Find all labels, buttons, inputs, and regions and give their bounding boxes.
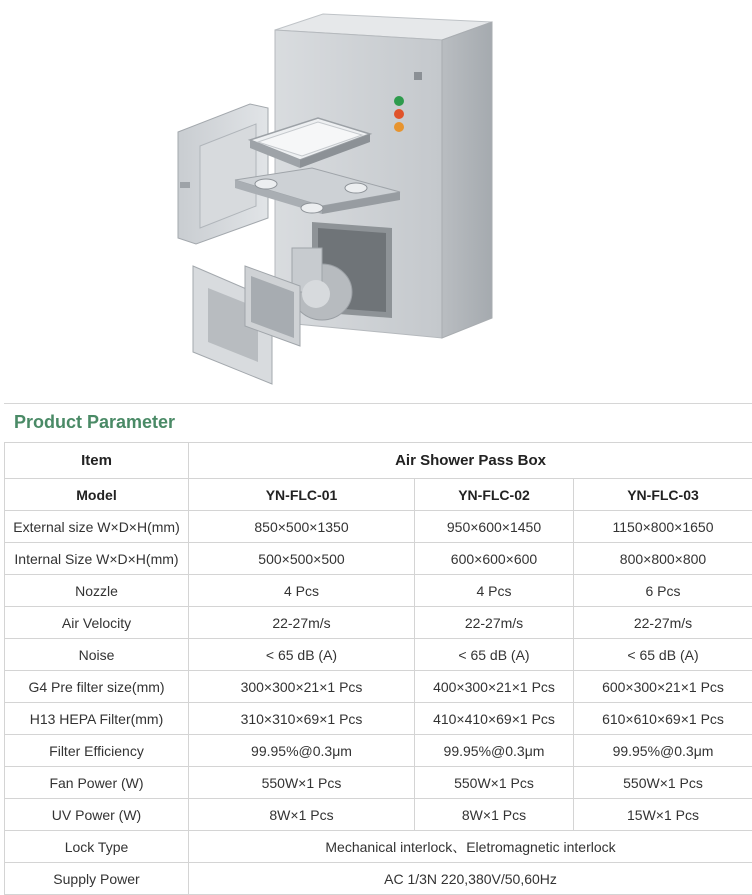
- orange-light-icon: [394, 122, 404, 132]
- row-label: Lock Type: [5, 831, 189, 863]
- row-value: 15W×1 Pcs: [574, 799, 752, 831]
- product-parameter-table: [4, 442, 752, 895]
- row-value: 550W×1 Pcs: [189, 767, 415, 799]
- table-row: [5, 735, 752, 767]
- table-row: [5, 767, 752, 799]
- row-value: < 65 dB (A): [574, 639, 752, 671]
- row-value: 22-27m/s: [415, 607, 574, 639]
- table-row: [5, 703, 752, 735]
- model-cell: YN-FLC-03: [574, 479, 752, 511]
- row-label: External size W×D×H(mm): [5, 511, 189, 543]
- air-shower-pass-box-illustration: [0, 0, 752, 400]
- red-light-icon: [394, 109, 404, 119]
- row-value: 600×600×600: [415, 543, 574, 575]
- model-label: Model: [5, 479, 189, 511]
- row-value: 1150×800×1650: [574, 511, 752, 543]
- green-light-icon: [394, 96, 404, 106]
- row-value: 400×300×21×1 Pcs: [415, 671, 574, 703]
- table-row: [5, 639, 752, 671]
- row-label: Supply Power: [5, 863, 189, 895]
- row-value: 8W×1 Pcs: [415, 799, 574, 831]
- row-value: Mechanical interlock、Eletromagnetic interlock: [189, 831, 752, 863]
- row-value: 610×610×69×1 Pcs: [574, 703, 752, 735]
- row-value: 99.95%@0.3μm: [415, 735, 574, 767]
- row-label: Air Velocity: [5, 607, 189, 639]
- row-value: 4 Pcs: [415, 575, 574, 607]
- section-divider: [4, 403, 752, 404]
- row-value: 850×500×1350: [189, 511, 415, 543]
- row-value: 310×310×69×1 Pcs: [189, 703, 415, 735]
- product-header: Air Shower Pass Box: [189, 443, 752, 479]
- table-row: [5, 575, 752, 607]
- item-header: Item: [5, 443, 189, 479]
- row-label: G4 Pre filter size(mm): [5, 671, 189, 703]
- row-value: 950×600×1450: [415, 511, 574, 543]
- row-value: 6 Pcs: [574, 575, 752, 607]
- row-label: Nozzle: [5, 575, 189, 607]
- row-value: 99.95%@0.3μm: [574, 735, 752, 767]
- row-value: 600×300×21×1 Pcs: [574, 671, 752, 703]
- row-value: 8W×1 Pcs: [189, 799, 415, 831]
- table-row: [5, 671, 752, 703]
- row-value: 500×500×500: [189, 543, 415, 575]
- row-value: 410×410×69×1 Pcs: [415, 703, 574, 735]
- row-value: 300×300×21×1 Pcs: [189, 671, 415, 703]
- table-row-supply-power: [5, 863, 752, 895]
- row-value: < 65 dB (A): [189, 639, 415, 671]
- table-row: [5, 543, 752, 575]
- row-value: 800×800×800: [574, 543, 752, 575]
- table-row: [5, 511, 752, 543]
- row-value: 550W×1 Pcs: [415, 767, 574, 799]
- row-label: Noise: [5, 639, 189, 671]
- row-value: 550W×1 Pcs: [574, 767, 752, 799]
- model-cell: YN-FLC-02: [415, 479, 574, 511]
- row-value: < 65 dB (A): [415, 639, 574, 671]
- row-label: Internal Size W×D×H(mm): [5, 543, 189, 575]
- table-header-row: [5, 443, 752, 479]
- row-value: 99.95%@0.3μm: [189, 735, 415, 767]
- model-row: [5, 479, 752, 511]
- table-row-lock-type: [5, 831, 752, 863]
- row-value: AC 1/3N 220,380V/50,60Hz: [189, 863, 752, 895]
- row-value: 22-27m/s: [189, 607, 415, 639]
- table-row: [5, 607, 752, 639]
- product-image: [0, 0, 752, 400]
- row-label: UV Power (W): [5, 799, 189, 831]
- row-label: H13 HEPA Filter(mm): [5, 703, 189, 735]
- row-label: Fan Power (W): [5, 767, 189, 799]
- row-value: 4 Pcs: [189, 575, 415, 607]
- row-value: 22-27m/s: [574, 607, 752, 639]
- section-title: Product Parameter: [14, 412, 175, 433]
- model-cell: YN-FLC-01: [189, 479, 415, 511]
- row-label: Filter Efficiency: [5, 735, 189, 767]
- table-row: [5, 799, 752, 831]
